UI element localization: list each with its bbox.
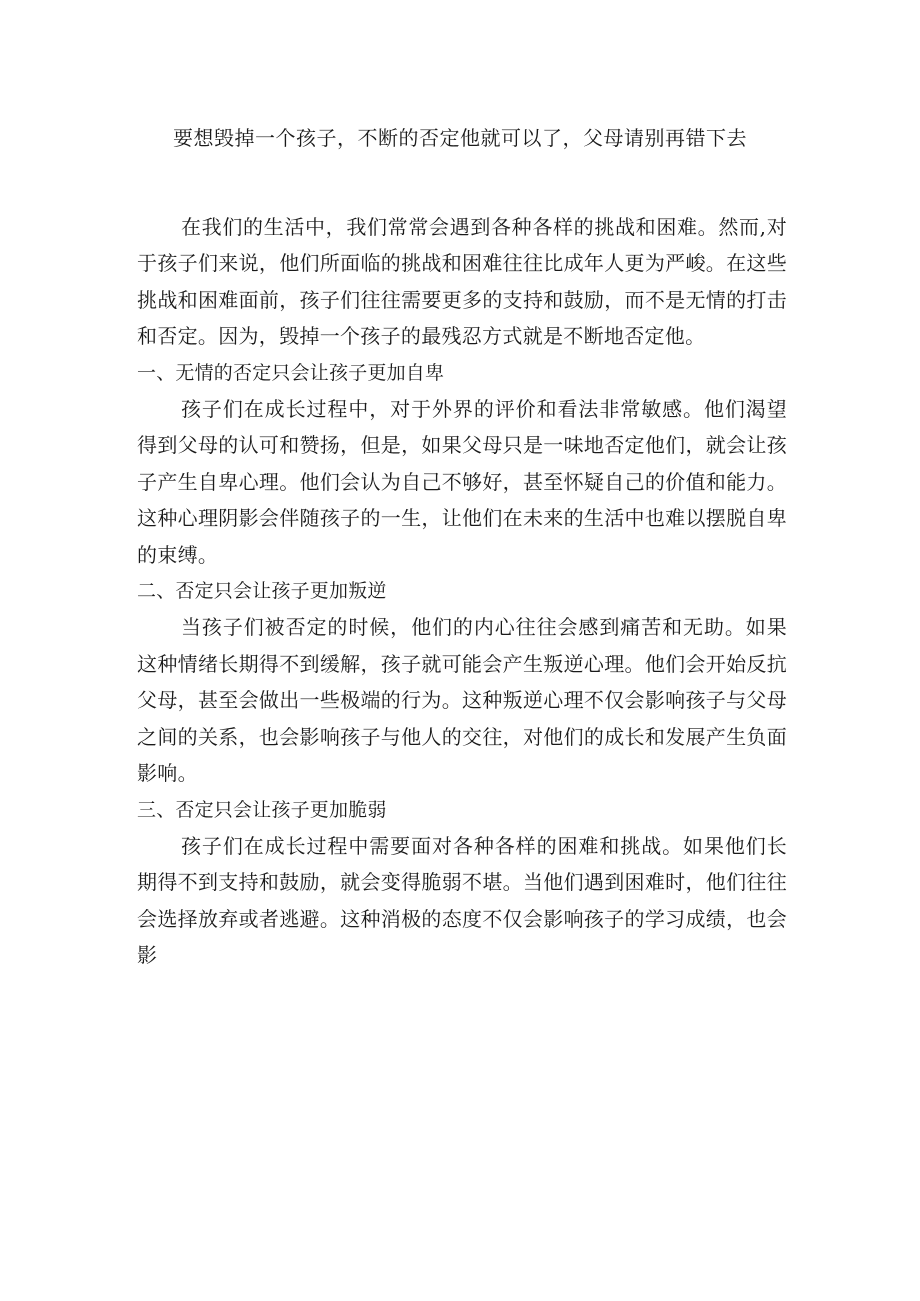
document-body — [137, 209, 787, 974]
section-heading-2: 二、否定只会让孩子更加叛逆 — [137, 580, 387, 603]
section-heading-1: 一、无情的否定只会让孩子更加自卑 — [137, 361, 445, 384]
document-title: 要想毁掉一个孩子，不断的否定他就可以了，父母请别再错下去 — [173, 126, 747, 150]
intro-paragraph: 在我们的生活中，我们常常会遇到各种各样的挑战和困难。然而,对于孩子们来说，他们所面临的挑战和困难往往比成年人更为严峻。在这些挑战和困难面前，孩子们往往需要更多的支持和鼓励，而不是无情的打击和否定。因为，毁掉一个孩子的最残忍方式就是不断地否定他。 — [137, 215, 787, 349]
section-heading-3: 三、否定只会让孩子更加脆弱 — [137, 798, 387, 821]
section-paragraph-1: 孩子们在成长过程中，对于外界的评价和看法非常敏感。他们渴望得到父母的认可和赞扬，但是，如果父母只是一味地否定他们，就会让孩子产生自卑心理。他们会认为自己不够好，甚至怀疑自己的价值和能力。这种心理阴影会伴随孩子的一生，让他们在未来的生活中也难以摆脱自卑的束缚。 — [137, 397, 787, 567]
section-paragraph-2: 当孩子们被否定的时候，他们的内心往往会感到痛苦和无助。如果这种情绪长期得不到缓解，孩子就可能会产生叛逆心理。他们会开始反抗父母，甚至会做出一些极端的行为。这种叛逆心理不仅会影响孩子与父母之间的关系，也会影响孩子与他人的交往，对他们的成长和发展产生负面影响。 — [137, 615, 787, 786]
section-paragraph-3: 孩子们在成长过程中需要面对各种各样的困难和挑战。如果他们长期得不到支持和鼓励，就会变得脆弱不堪。当他们遇到困难时，他们往往会选择放弃或者逃避。这种消极的态度不仅会影响孩子的学习成绩，也会影 — [137, 833, 787, 968]
